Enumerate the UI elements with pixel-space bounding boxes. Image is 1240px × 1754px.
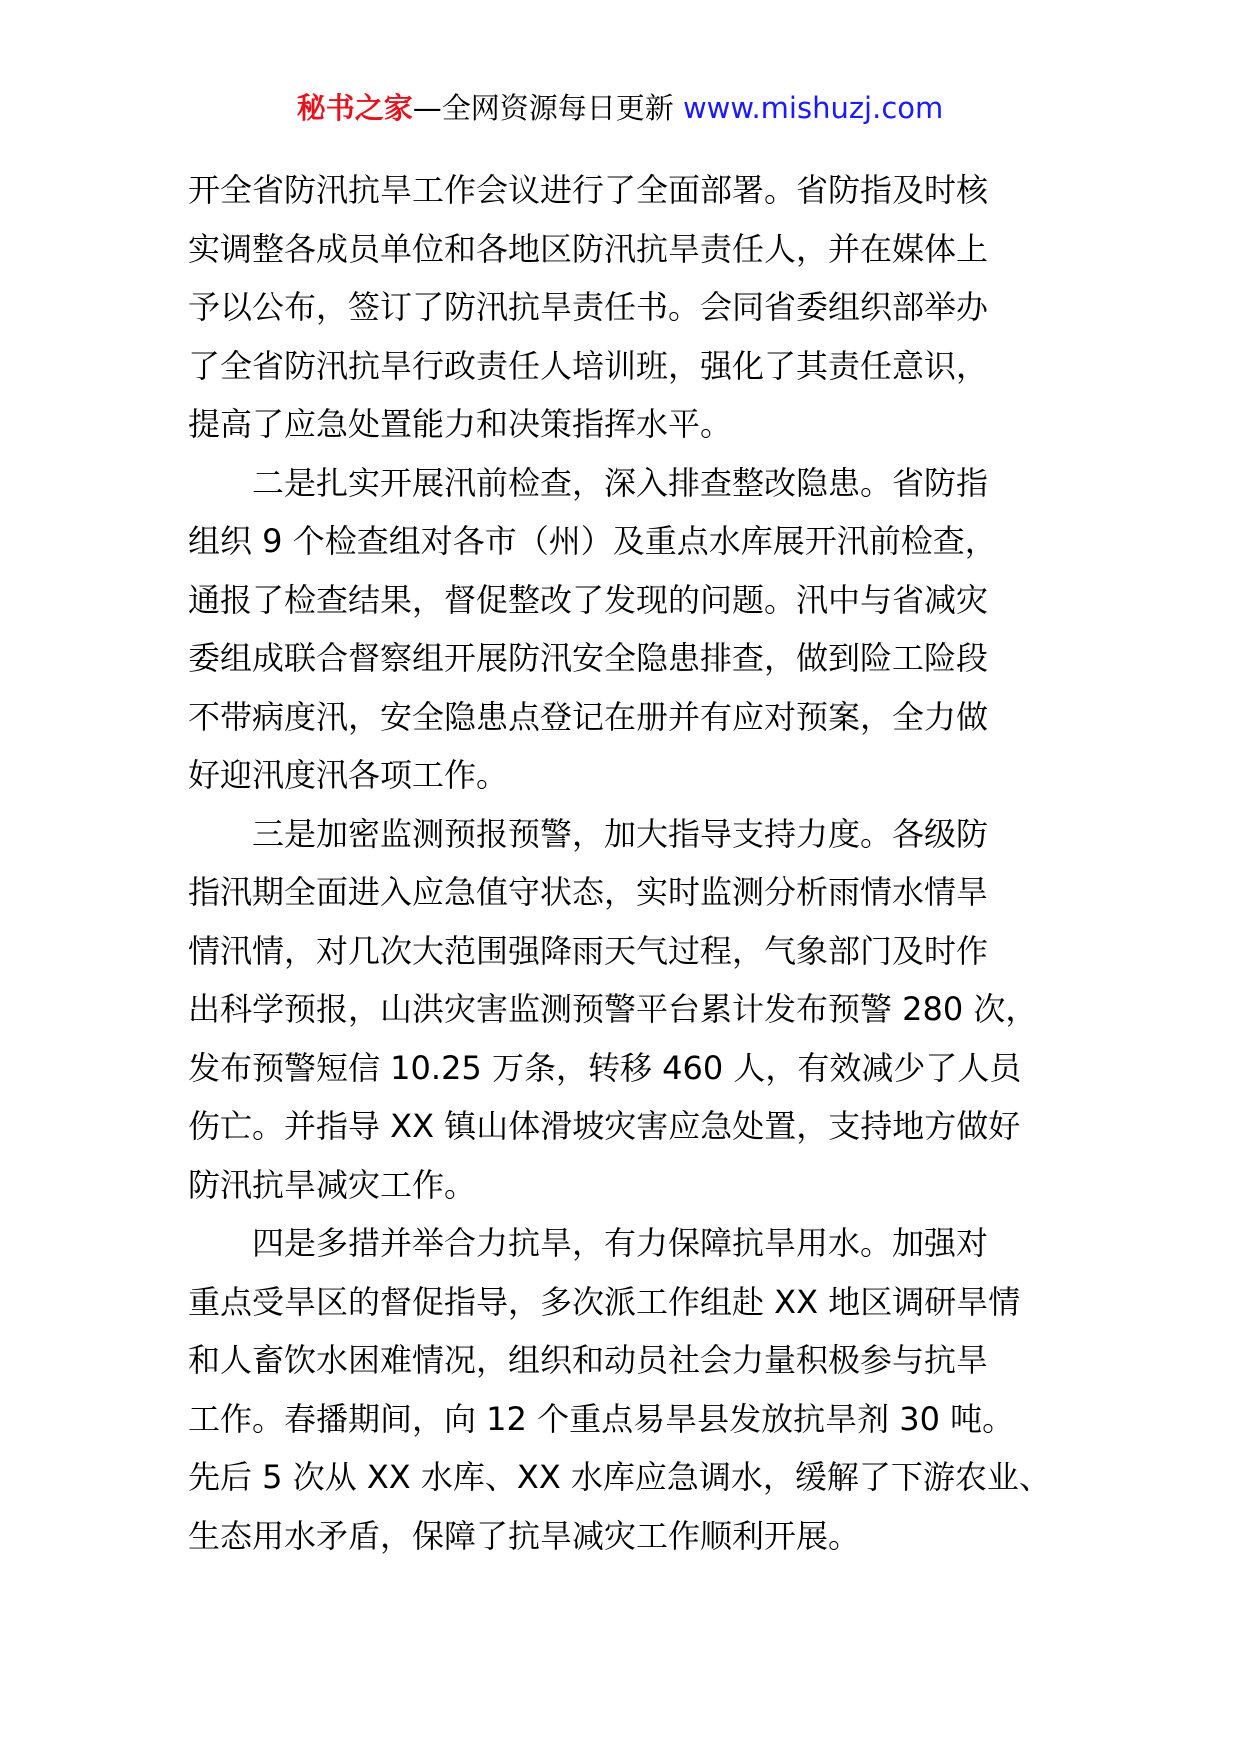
- brand-name: 秘书之家: [296, 91, 413, 125]
- page-header: [0, 88, 1240, 128]
- paragraph-continuation: 开全省防汛抗旱工作会议进行了全面部署。省防指及时核 实调整各成员单位和各地区防汛抗旱责任人，并在媒体上 予以公布，签订了防汛抗旱责任书。会同省委组织部举办 了全省防汛抗旱行政责任人培训班，强化了其责任意识， 提高了应急处置能力和决策指挥水平。: [188, 171, 989, 443]
- header-tagline: —全网资源每日更新: [412, 91, 683, 125]
- paragraph-drought-relief: 四是多措并举合力抗旱，有力保障抗旱用水。加强对 重点受旱区的督促指导，多次派工作组赴 XX 地区调研旱情 和人畜饮水困难情况，组织和动员社会力量积极参与抗旱 工作。春播期间，向 12 个重点易旱县发放抗旱剂 30 吨。 先后 5 次从 XX 水库、XX 水库应急调水，缓解了下游农业、 生态用水矛盾，保障了抗旱减灾工作顺利开展。: [188, 1224, 1051, 1555]
- paragraph-monitoring: 三是加密监测预报预警，加大指导支持力度。各级防 指汛期全面进入应急值守状态，实时监测分析雨情水情旱 情汛情，对几次大范围强降雨天气过程，气象部门及时作 出科学预报，山洪灾害监测预警平台累计发布预警 280 次， 发布预警短信 10.25 万条，转移 460 人，有效减少了人员 伤亡。并指导 XX 镇山体滑坡灾害应急处置，支持地方做好 防汛抗旱减灾工作。: [188, 814, 1038, 1204]
- paragraph-inspection: 二是扎实开展汛前检查，深入排查整改隐患。省防指 组织 9 个检查组对各市（州）及重点水库展开汛前检查， 通报了检查结果，督促整改了发现的问题。汛中与省减灾 委组成联合督察组开展防汛安全隐患排查，做到险工险段 不带病度汛，安全隐患点登记在册并有应对预案，全力做 好迎汛度汛各项工作。: [188, 463, 997, 794]
- document-body: [188, 161, 1088, 1565]
- site-url-link[interactable]: www.mishuzj.com: [682, 91, 944, 125]
